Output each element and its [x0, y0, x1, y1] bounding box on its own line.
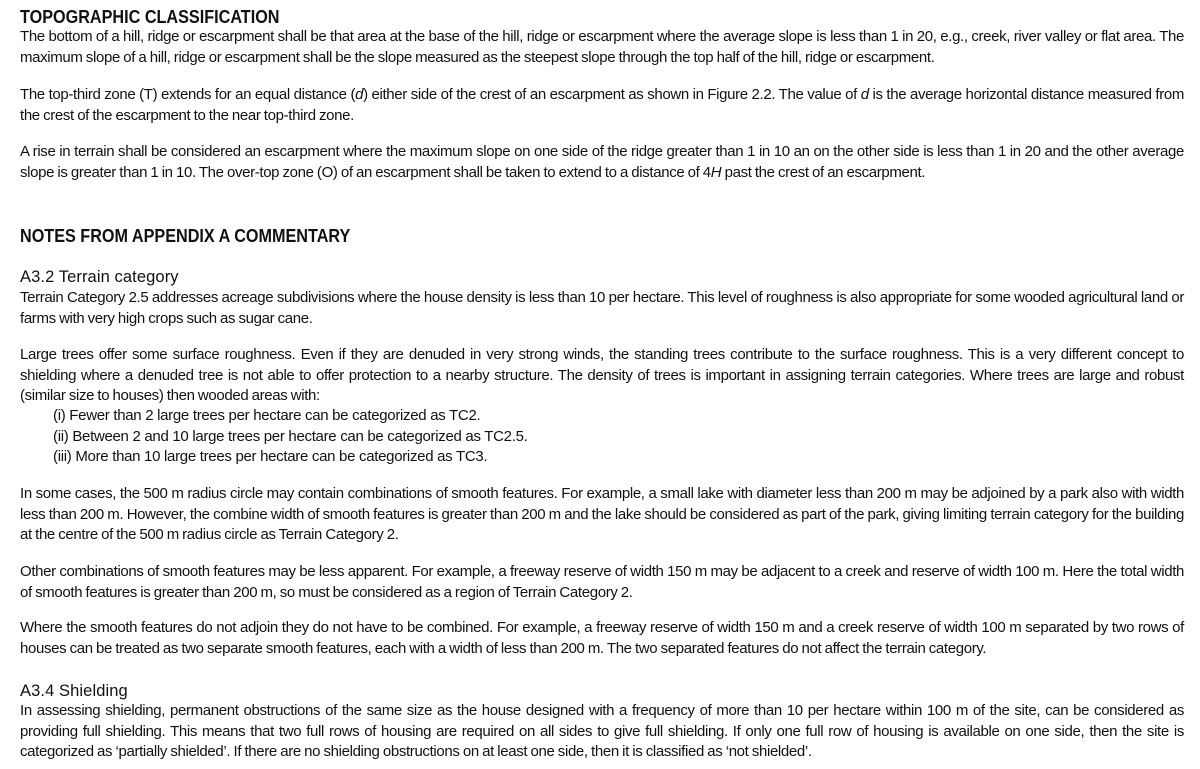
section-a34-title: A3.4 Shielding — [20, 682, 128, 700]
notes-heading: NOTES FROM APPENDIX A COMMENTARY — [20, 226, 351, 246]
topo-p2-text-c: is the average horizontal distance measured from the crest of the escarpment to the near top-third zone. — [20, 86, 1184, 124]
topo-p2-text-b: ) either side of the crest of an escarpment as shown in Figure 2.2. The value of — [363, 86, 861, 103]
topo-p2-text-a: The top-third zone (T) extends for an equal distance ( — [20, 86, 356, 103]
a32-paragraph-3: In some cases, the 500 m radius circle may contain combinations of smooth features. For example, a small lake with diameter less than 200 m may be adjoined by a park also with width less than 200 m. However, the combine width of smooth features is greater than 200 m and the lake should be considered as part of the park, giving limiting terrain category for the building at the centre of the 500 m radius circle as Terrain Category 2. — [20, 485, 1184, 543]
topo-p2-var-d: d — [355, 86, 364, 103]
a32-paragraph-5: Where the smooth features do not adjoin they do not have to be combined. For example, a freeway reserve of width 150 m and a creek reserve of width 100 m separated by two rows of houses can be treated as two separate smooth features, each with a width of less than 200 m. The two separated features do not affect the terrain category. — [20, 619, 1184, 657]
a34-paragraph-1: In assessing shielding, permanent obstructions of the same size as the house designed with a frequency of more than 10 per hectare within 100 m of the site, can be considered as providing full shielding. This means that two full rows of housing are required on all sides to give full shielding. If only one full row of housing is available on one side, then the site is categorized as ‘partially shielded’. If there are no shielding obstructions on at least one side, then it is classified as ‘not shielded’. — [20, 702, 1184, 760]
list-item: (ii) Between 2 and 10 large trees per hectare can be categorized as TC2.5. — [53, 427, 528, 445]
topo-p3-text-b: past the crest of an escarpment. — [721, 163, 926, 181]
tree-density-list — [53, 406, 527, 468]
topo-p3-var-h: H — [710, 163, 722, 181]
list-item: (i) Fewer than 2 large trees per hectare can be categorized as TC2. — [53, 407, 481, 424]
topo-p2-var-d-2: d — [860, 86, 869, 103]
a32-paragraph-4: Other combinations of smooth features may be less apparent. For example, a freeway reserve of width 150 m may be adjacent to a creek and reserve of width 100 m. Here the total width of smooth features is greater than 200 m, so must be considered as a region of Terrain Category 2. — [20, 563, 1184, 601]
topographic-heading: TOPOGRAPHIC CLASSIFICATION — [20, 7, 280, 27]
list-item: (iii) More than 10 large trees per hectare can be categorized as TC3. — [53, 448, 488, 465]
section-a32-title: A3.2 Terrain category — [20, 268, 179, 286]
topo-p3-text-a: A rise in terrain shall be considered an escarpment where the maximum slope on one side of the ridge greater than 1 in 10 an on the other side is less than 1 in 20 and the other average slope is greater than 1 in 10. The over-top zone (O) of an escarpment shall be taken to extend to a distance of 4 — [20, 143, 1184, 181]
topo-paragraph-1: The bottom of a hill, ridge or escarpment shall be that area at the base of the hill, ridge or escarpment where the average slope is less than 1 in 20, e.g., creek, river valley or flat area. The maximum slope of a hill, ridge or escarpment shall be the slope measured as the steepest slope through the top half of the hill, ridge or escarpment. — [20, 28, 1184, 66]
topo-paragraph-2 — [20, 85, 1184, 126]
a32-paragraph-2: Large trees offer some surface roughness. Even if they are denuded in very strong winds, the standing trees contribute to the surface roughness. This is a very different concept to shielding where a denuded tree is not able to offer protection to a nearby structure. The density of trees is important in assigning terrain categories. Where trees are large and robust (similar size to houses) then wooded areas with: — [20, 346, 1184, 404]
topo-paragraph-3 — [20, 142, 1184, 183]
a32-paragraph-1: Terrain Category 2.5 addresses acreage subdivisions where the house density is less than 10 per hectare. This level of roughness is also appropriate for some wooded agricultural land or farms with very high crops such as sugar cane. — [20, 289, 1184, 327]
